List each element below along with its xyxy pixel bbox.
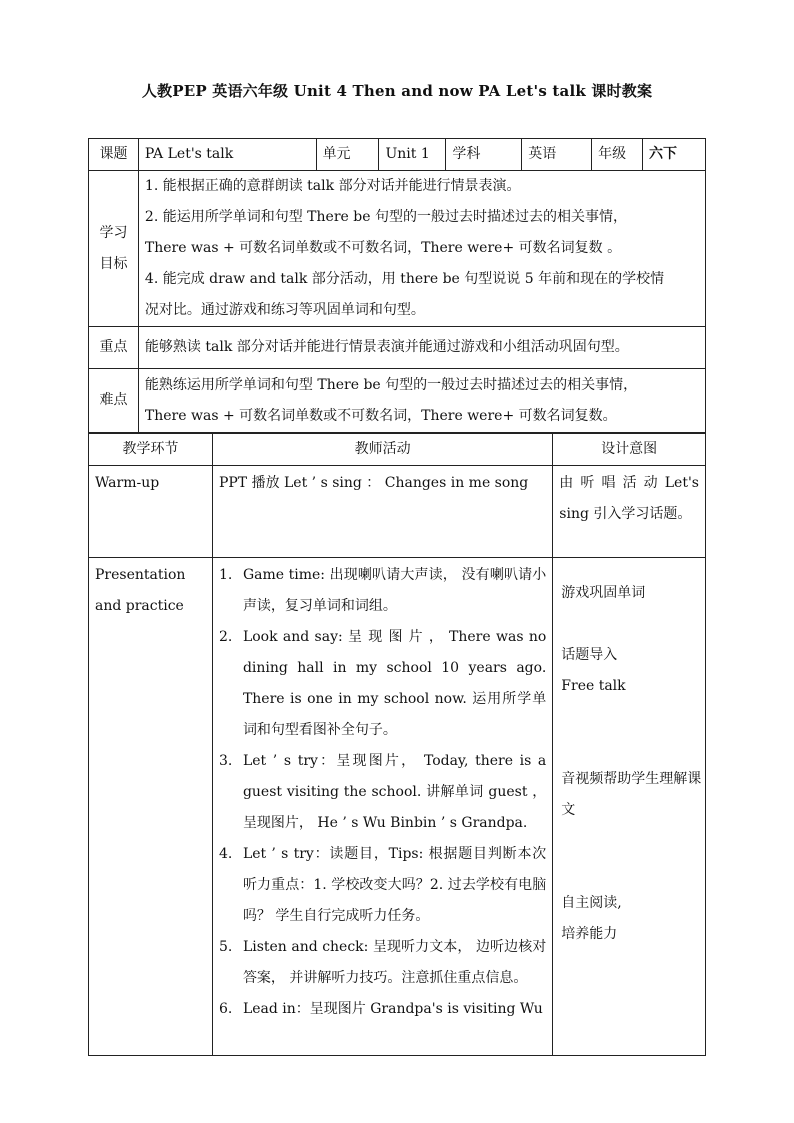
activity-item: [219, 560, 546, 622]
item-text: Let ’ s try：读题目，Tips: 根据题目判断本次听力重点：1. 学校改变大吗？2. 过去学校有电脑吗？ 学生自行完成听力任务。: [242, 846, 547, 924]
grade-label: 年级: [592, 139, 643, 171]
unit-label: 单元: [316, 139, 379, 171]
goals-label-line1: 学习: [99, 224, 128, 241]
intent-self-read: 自主阅读,: [561, 895, 622, 911]
difficulty-line: There was + 可数名词单数或不可数名词，There were+ 可数名词复数。: [144, 407, 617, 424]
item-text: Lead in：呈现图片 Grandpa's is visiting Wu: [242, 1001, 543, 1017]
intent-av: 音视频帮助学生理解课文: [561, 771, 702, 818]
warmup-intent: 由 听 唱 活 动 Let's sing 引入学习话题。: [553, 466, 706, 558]
goal-line: 况对比。通过游戏和练习等巩固单词和句型。: [144, 302, 425, 318]
item-number: 3.: [218, 753, 233, 769]
presentation-intents: [553, 558, 706, 1056]
key-point-label: 重点: [89, 327, 139, 369]
item-text: Let ’ s try：呈现图片， Today, there is a guest visiting the school. 讲解单词 guest ， 呈现图片， He ’ s Wu Binbin ’ s Grandpa.: [242, 753, 547, 831]
difficulty-content: [138, 369, 705, 433]
item-number: 2.: [218, 629, 233, 645]
activity-item: [219, 932, 546, 994]
subject-label: 课题: [89, 139, 139, 171]
presentation-activities: [212, 558, 552, 1056]
goal-line: 2. 能运用所学单词和句型 There be 句型的一般过去时描述过去的相关事情，: [144, 209, 627, 225]
warmup-activity: PPT 播放 Let ’ s sing ： Changes in me song: [212, 466, 552, 558]
activity-item: [219, 994, 546, 1025]
difficulty-label: 难点: [89, 369, 139, 433]
item-number: 6.: [218, 1001, 233, 1017]
activity-item: [219, 746, 546, 839]
page-title: 人教PEP 英语六年级 Unit 4 Then and now PA Let's talk 课时教案: [141, 82, 653, 100]
unit-value: Unit 1: [379, 139, 446, 171]
item-number: 1.: [218, 567, 233, 583]
goal-line: There was + 可数名词单数或不可数名词，There were+ 可数名词复数 。: [144, 240, 622, 256]
item-number: 4.: [218, 846, 233, 862]
item-text: Listen and check: 呈现听力文本， 边听边核对答案， 并讲解听力技巧。注意抓住重点信息。: [242, 939, 547, 986]
goals-label-line2: 目标: [99, 255, 128, 272]
goals-content: [138, 171, 705, 327]
subject-value: PA Let's talk: [138, 139, 316, 171]
goal-line: 1. 能根据正确的意群朗读 talk 部分对话并能进行情景表演。: [144, 178, 521, 194]
item-text: Look and say: 呈 现 图 片 ， There was no dining hall in my school 10 years ago. There is one in my school now. 运用所学单词和句型看图补全句子。: [242, 629, 547, 738]
warmup-stage: Warm-up: [89, 466, 213, 558]
header-stage: 教学环节: [89, 434, 213, 466]
intent-free-talk: Free talk: [561, 678, 626, 694]
activity-list: [219, 560, 546, 1025]
presentation-stage: Presentation and practice: [89, 558, 213, 1056]
item-number: 5.: [218, 939, 233, 955]
key-point-text: 能够熟读 talk 部分对话并能进行情景表演并能通过游戏和小组活动巩固句型。: [138, 327, 705, 369]
goals-label: [89, 171, 139, 327]
lesson-info-table: [88, 138, 706, 433]
teaching-plan-table: [88, 433, 706, 1056]
grade-value: 六下: [643, 139, 706, 171]
header-intent: 设计意图: [553, 434, 706, 466]
intent-game: 游戏巩固单词: [561, 585, 646, 601]
activity-item: [219, 839, 546, 932]
course-value: 英语: [522, 139, 592, 171]
course-label: 学科: [446, 139, 522, 171]
item-text: Game time: 出现喇叭请大声读， 没有喇叭请小声读，复习单词和词组。: [242, 567, 547, 614]
intent-ability: 培养能力: [561, 926, 618, 942]
goal-line: 4. 能完成 draw and talk 部分活动，用 there be 句型说说 5 年前和现在的学校情: [144, 271, 665, 287]
intent-topic: 话题导入: [561, 647, 618, 663]
activity-item: [219, 622, 546, 746]
header-activity: 教师活动: [212, 434, 552, 466]
difficulty-line: 能熟练运用所学单词和句型 There be 句型的一般过去时描述过去的相关事情，: [144, 376, 638, 393]
